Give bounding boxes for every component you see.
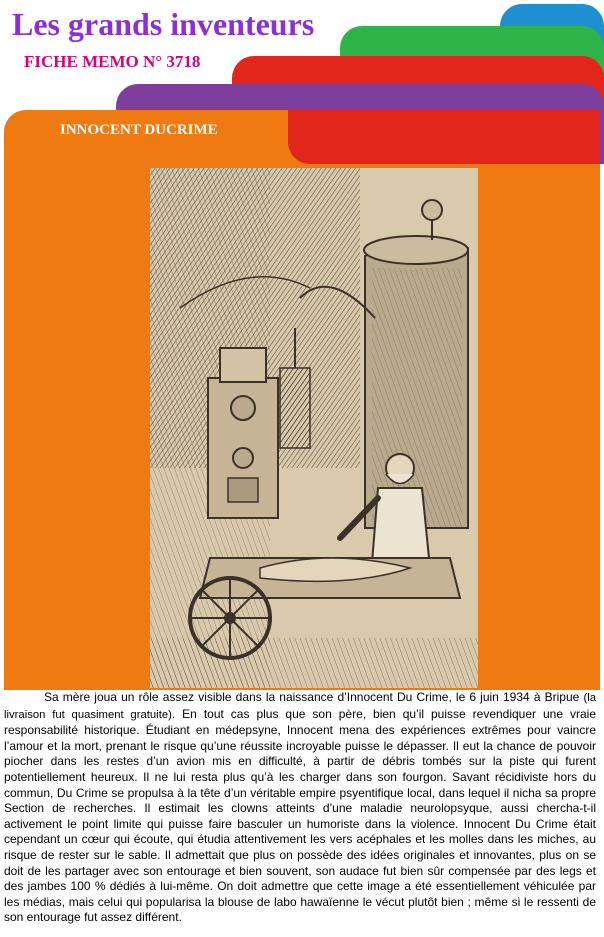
biography-aside: (la livraison fut quasiment gratuite) <box>4 692 596 721</box>
biography-part-2: . En tout cas plus que son père, bien qu’il puisse revendiquer une vraie responsabilité historique. Étudiant en médepsyne, Innocent mena des expériences extrêmes pour vaincre l’amour et la mort, prenant le risque qu’une réussite incroyable puisse le dépasser. Il eut la chance de pouvoir piocher dans les restes d’un avion mis en difficulté, à partir de débris tombés sur la piste qui furent potentiellement heureux. Il ne lui resta plus qu’à les charger dans son fourgon. Savant récidiviste hors du commun, Du Crime se propulsa à la tête d’un véritable empire psyentifique local, dans lequel il nicha sa propre Section de recherches. Il estimait les clowns atteints d’une maladie neurolopsyque, aussi chercha-t-il activement le point limite qui puisse faire basculer un humoriste dans la violence. Innocent Du Crime était cependant un cœur qui écoute, qui étudia attentivement les vers acéphales et les molles dans les miches, au risque de rester sur le sable. Il admettait que plus on possède des idées originales et innovantes, plus on se doit de les partager avec son entourage et bien souvent, son audace fut bien sûr compensée par des legs et des jambes 100 % dédiés à lui-même. On doit admettre que cette image a été essentiellement véhiculée par les médias, mais celui qui popularisa la blouse de labo hawaïenne le vécut plutôt bien ; même si le ressenti de son entourage fut assez différent. <box>4 706 596 925</box>
panel-notch <box>288 110 600 164</box>
vintage-scientist-engraving-icon <box>150 168 478 688</box>
inventor-name: INNOCENT DUCRIME <box>60 122 218 138</box>
biography-part-1: Sa mère joua un rôle assez visible dans la naissance d’Innocent Du Crime, le 6 juin 1934 à Bripue <box>44 690 584 704</box>
fiche-number: FICHE MEMO N° 3718 <box>24 52 201 71</box>
page-title: Les grands inventeurs <box>12 6 315 42</box>
illustration <box>150 168 478 688</box>
biography-text <box>4 690 596 926</box>
